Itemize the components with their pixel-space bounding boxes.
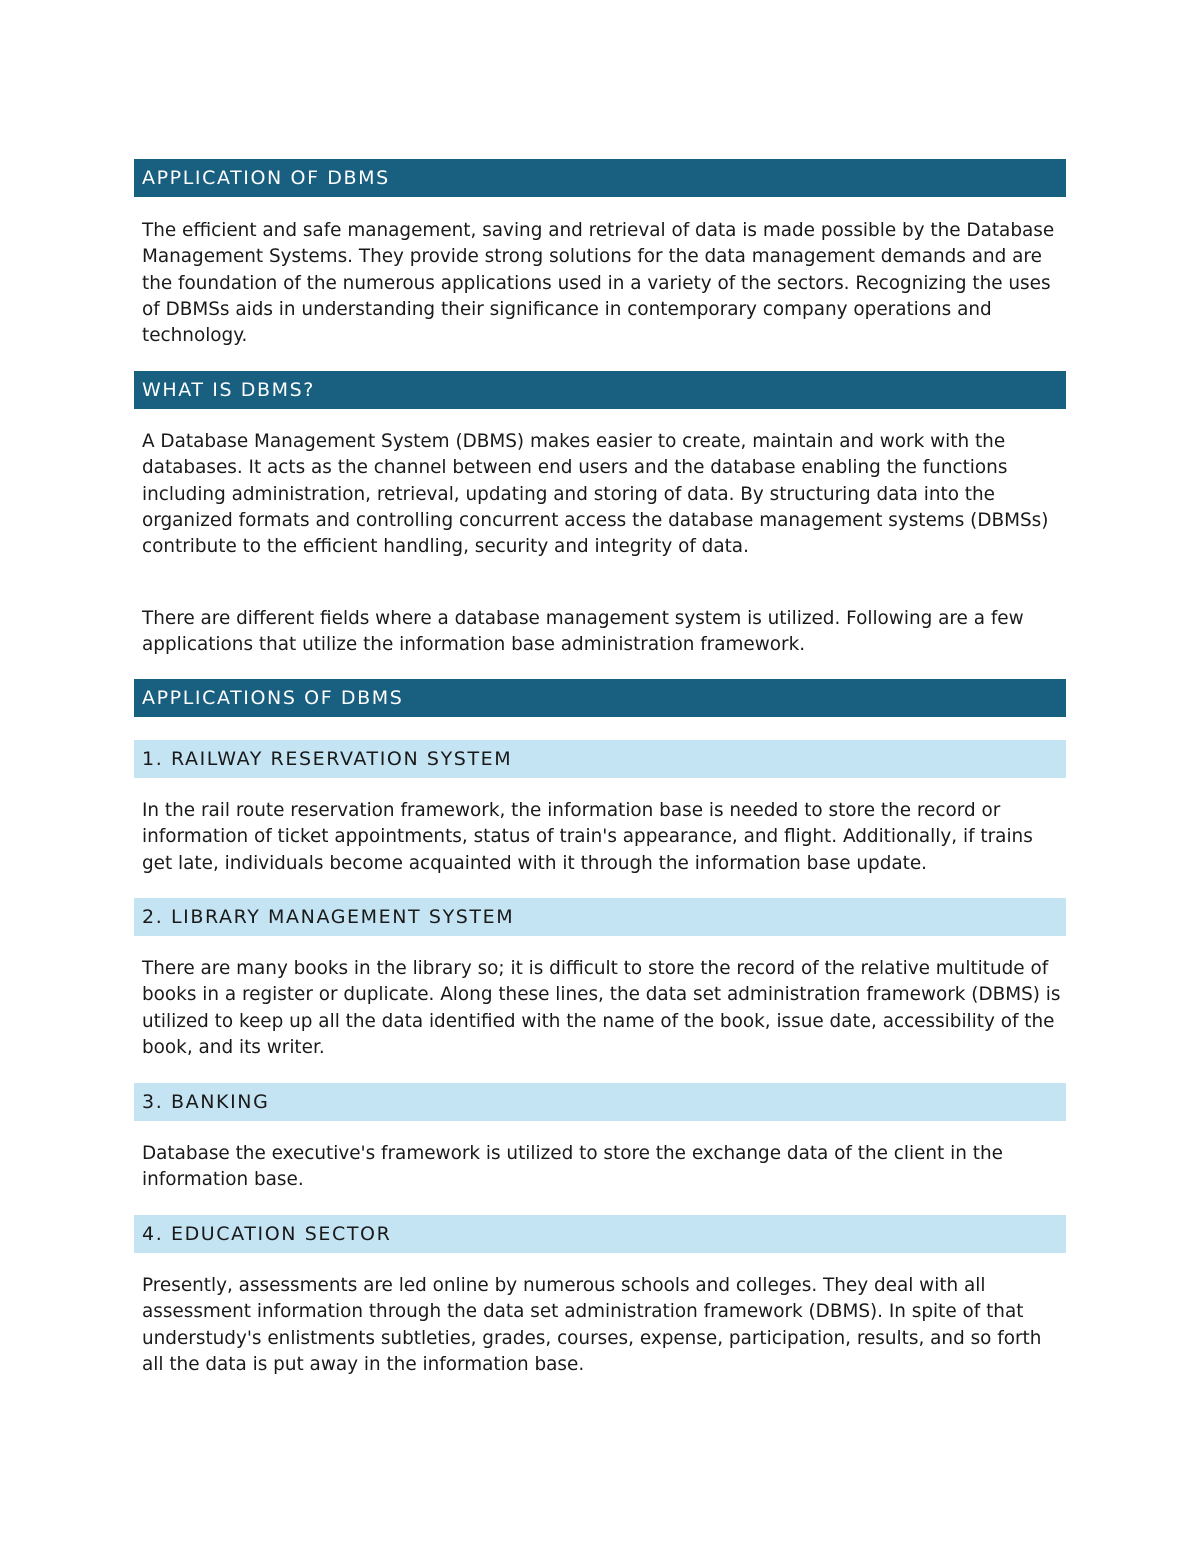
paragraph-library: There are many books in the library so; it is difficult to store the record of the relative multitude of books in a register or duplicate. Along these lines, the data set administration framework (DBMS) is utilized to keep up all the data identified with the name of the book, issue date, accessibility of the book, and its writer. [142,958,1061,1058]
heading-text: WHAT IS DBMS? [142,379,315,401]
subsection-heading-banking [134,1083,1066,1121]
heading-text: 2. LIBRARY MANAGEMENT SYSTEM [142,906,515,928]
heading-text: APPLICATIONS OF DBMS [142,687,404,709]
paragraph-fields-utilized: There are different fields where a database management system is utilized. Following are a few applications that utilize the information base administration framework. [142,608,1024,656]
heading-text: APPLICATION OF DBMS [142,167,390,189]
section-heading-applications-of-dbms [134,679,1066,717]
section-heading-what-is-dbms [134,371,1066,409]
paragraph-banking: Database the executive's framework is utilized to store the exchange data of the client in the information base. [142,1143,1003,1191]
heading-text: 4. EDUCATION SECTOR [142,1223,392,1245]
paragraph-application-intro: The efficient and safe management, saving and retrieval of data is made possible by the Database Management Systems. They provide strong solutions for the data management demands and are the foundation of the numerous applications used in a variety of the sectors. Recognizing the uses of DBMSs aids in understanding their significance in contemporary company operations and technology. [142,220,1055,347]
paragraph-what-is-dbms: A Database Management System (DBMS) makes easier to create, maintain and work with the databases. It acts as the channel between end users and the database enabling the functions including administration, retrieval, updating and storing of data. By structuring data into the organized formats and controlling concurrent access the database management systems (DBMSs) contribute to the efficient handling, security and integrity of data. [142,431,1049,558]
section-heading-application-of-dbms [134,159,1066,197]
subsection-heading-library [134,898,1066,936]
subsection-heading-railway [134,740,1066,778]
heading-text: 3. BANKING [142,1091,270,1113]
heading-text: 1. RAILWAY RESERVATION SYSTEM [142,748,513,770]
paragraph-education: Presently, assessments are led online by numerous schools and colleges. They deal with all assessment information through the data set administration framework (DBMS). In spite of that understudy's enlistments subtleties, grades, courses, expense, participation, results, and so forth all the data is put away in the information base. [142,1275,1042,1375]
paragraph-railway: In the rail route reservation framework, the information base is needed to store the record or information of ticket appointments, status of train's appearance, and flight. Additionally, if trains get late, individuals become acquainted with it through the information base update. [142,800,1033,874]
subsection-heading-education [134,1215,1066,1253]
